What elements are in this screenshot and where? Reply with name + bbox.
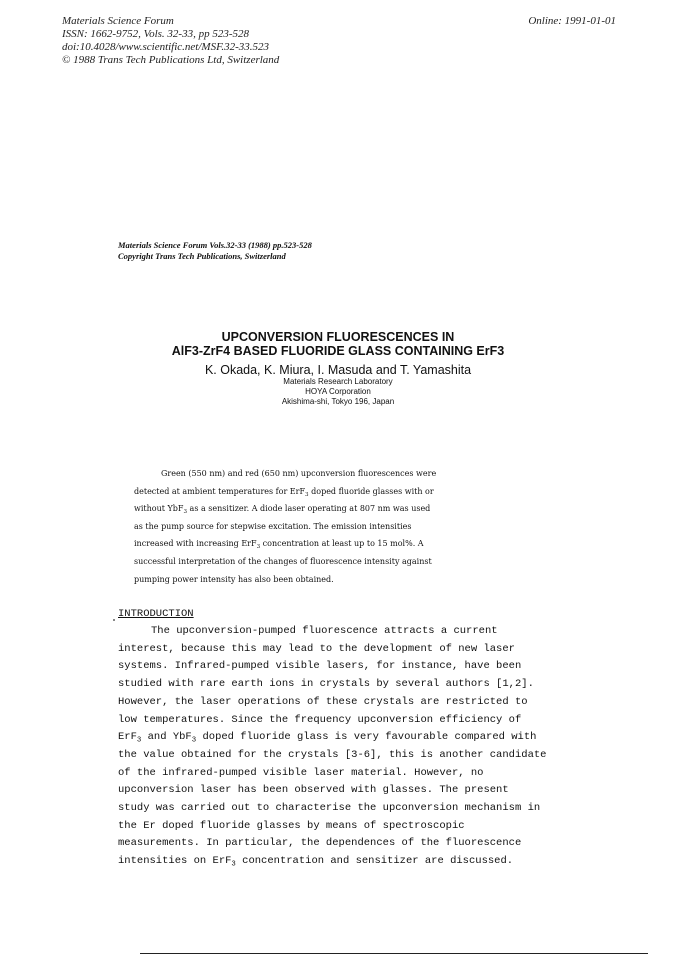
body-line: measurements. In particular, the dependences of the fluorescence — [118, 837, 522, 850]
source-header — [62, 15, 279, 67]
abstract — [134, 465, 554, 588]
affiliation-lab: Materials Research Laboratory — [283, 377, 393, 386]
header-doi[interactable]: doi:10.4028/www.scientific.net/MSF.32-33.523 — [62, 41, 270, 53]
body-line: The upconversion-pumped fluorescence attracts a current — [151, 625, 498, 637]
body-line: interest, because this may lead to the development of new laser — [118, 642, 515, 655]
abstract-line: Green (550 nm) and red (650 nm) upconversion fluorescences were — [161, 469, 437, 478]
header-online-date: Online: 1991-01-01 — [528, 15, 616, 27]
margin-mark — [113, 619, 115, 621]
introduction-body — [118, 623, 588, 871]
abstract-line: successful interpretation of the changes of fluorescence intensity against — [134, 556, 432, 566]
body-line: upconversion laser has been observed with glasses. The present — [118, 784, 509, 797]
body-line: study was carried out to characterise the upconversion mechanism in — [118, 802, 541, 815]
affiliation-address: Akishima-shi, Tokyo 196, Japan — [281, 397, 395, 406]
abstract-line: detected at ambient temperatures for ErF$_3$ doped fluoride glasses with or — [134, 486, 434, 498]
body-line: intensities on ErF$_3$ concentration and sensitizer are discussed. — [118, 855, 514, 869]
affiliation-company: HOYA Corporation — [305, 387, 371, 396]
abstract-line: as the pump source for stepwise excitation. The emission intensities — [134, 521, 412, 531]
body-line: ErF$_3$ and YbF$_3$ doped fluoride glass is very favourable compared with — [118, 731, 537, 745]
header-copyright: © 1988 Trans Tech Publications Ltd, Switzerland — [62, 54, 280, 66]
footer-rule — [140, 953, 648, 954]
section-heading-introduction: INTRODUCTION — [118, 608, 194, 620]
body-line: However, the laser operations of these crystals are restricted to — [118, 695, 528, 708]
paper-title-line-2: AlF3-ZrF4 BASED FLUORIDE GLASS CONTAINING ErF3 — [171, 344, 505, 358]
body-line: the value obtained for the crystals [3-6], this is another candidate — [118, 748, 547, 761]
abstract-line: pumping power intensity has also been obtained. — [134, 574, 334, 584]
paper-authors: K. Okada, K. Miura, I. Masuda and T. Yamashita — [204, 363, 472, 377]
paper-title-line-1: UPCONVERSION FLUORESCENCES IN — [221, 330, 455, 344]
journal-copyright: Copyright Trans Tech Publications, Switzerland — [118, 251, 286, 261]
body-line: low temperatures. Since the frequency upconversion efficiency of — [118, 713, 522, 726]
abstract-line: increased with increasing ErF$_3$ concentration at least up to 15 mol%. A — [134, 539, 424, 551]
body-line: of the infrared-pumped visible laser material. However, no — [118, 766, 484, 779]
header-journal: Materials Science Forum — [62, 15, 174, 27]
header-issn: ISSN: 1662-9752, Vols. 32-33, pp 523-528 — [62, 28, 249, 40]
body-line: the Er doped fluoride glasses by means of spectroscopic — [118, 819, 465, 832]
body-line: studied with rare earth ions in crystals by several authors [1,2]. — [118, 678, 534, 691]
journal-citation: Materials Science Forum Vols.32-33 (1988) pp.523-528 — [118, 240, 312, 250]
journal-citation-block — [118, 240, 312, 262]
abstract-line: without YbF$_3$ as a sensitizer. A diode laser operating at 807 nm was used — [134, 504, 431, 516]
body-line: systems. Infrared-pumped visible lasers, for instance, have been — [118, 660, 522, 673]
paper-title-block — [118, 330, 558, 407]
